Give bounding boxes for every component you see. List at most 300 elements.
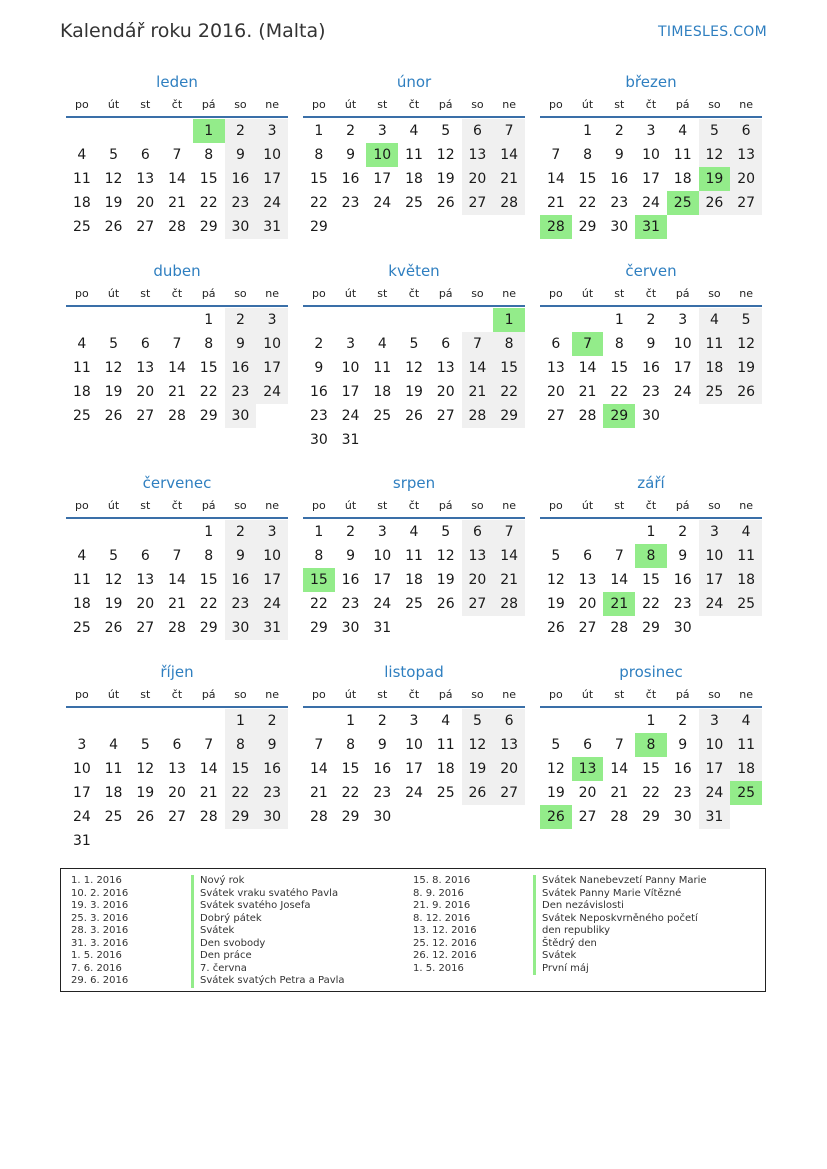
day-cell: 8 (225, 733, 257, 757)
day-cell: 17 (256, 568, 288, 592)
weekday-header (303, 684, 525, 708)
holiday-date: 19. 3. 2016 (71, 900, 129, 911)
day-cell: 28 (493, 191, 525, 215)
day-cell: 9 (377, 737, 387, 753)
day-cell: 31 (256, 215, 288, 239)
holiday-name: Svátek Neposkvrněného početí (533, 913, 698, 926)
day-cell: 18 (72, 596, 91, 612)
day-cell: 20 (136, 384, 155, 400)
day-cell: 20 (436, 384, 455, 400)
day-cell: 4 (77, 548, 87, 564)
day-cell: 10 (673, 336, 692, 352)
weekday-label: čt (408, 98, 420, 111)
day-cell: 19 (546, 785, 565, 801)
day-cell: 26 (136, 809, 155, 825)
weekday-label: so (708, 287, 721, 300)
day-cell: 21 (168, 195, 186, 211)
weekday-label: ne (739, 287, 753, 300)
day-cell: 10 (341, 360, 360, 376)
day-cell: 8 (204, 336, 214, 352)
day-cell: 1 (646, 524, 656, 540)
day-cell: 20 (730, 167, 762, 191)
day-cell: 26 (730, 380, 762, 404)
day-cell: 24 (373, 596, 392, 612)
month-block (540, 660, 762, 872)
day-grid (303, 709, 525, 829)
weekday-label: út (107, 688, 120, 701)
weekday-label: st (377, 688, 388, 701)
day-cell: 5 (109, 548, 119, 564)
day-cell: 1 (204, 312, 214, 328)
day-cell: 14 (462, 356, 494, 380)
day-cell: 1 (204, 524, 214, 540)
day-cell: 8 (614, 336, 624, 352)
day-cell: 27 (168, 809, 186, 825)
weekday-label: st (614, 688, 625, 701)
holiday-day-cell: 8 (635, 544, 667, 568)
day-cell: 17 (72, 785, 91, 801)
day-cell: 14 (610, 761, 629, 777)
day-cell: 9 (314, 360, 324, 376)
day-cell: 22 (610, 384, 629, 400)
day-cell: 24 (256, 592, 288, 616)
day-cell: 29 (642, 809, 660, 825)
day-cell: 10 (405, 737, 423, 753)
day-cell: 12 (136, 761, 155, 777)
day-cell: 5 (441, 524, 451, 540)
weekday-label: st (140, 287, 151, 300)
day-cell: 2 (614, 123, 624, 139)
holiday-list-right (413, 875, 755, 991)
day-cell: 26 (104, 219, 123, 235)
day-cell: 7 (172, 336, 182, 352)
day-cell: 25 (405, 596, 423, 612)
day-cell: 25 (405, 195, 423, 211)
day-grid (66, 520, 288, 640)
day-cell: 5 (551, 548, 561, 564)
day-cell: 14 (309, 761, 328, 777)
weekday-label: pá (438, 688, 453, 701)
day-cell: 6 (493, 709, 525, 733)
day-cell: 25 (699, 380, 731, 404)
day-cell: 16 (256, 757, 288, 781)
day-cell: 22 (199, 596, 218, 612)
day-cell: 13 (136, 360, 155, 376)
empty-cell (193, 709, 225, 733)
month-name: květen (388, 262, 440, 280)
holiday-day-cell: 10 (366, 143, 398, 167)
day-cell: 14 (493, 544, 525, 568)
day-cell: 7 (493, 119, 525, 143)
weekday-label: út (344, 287, 357, 300)
day-cell: 29 (225, 805, 257, 829)
day-cell: 25 (373, 408, 392, 424)
day-cell: 2 (314, 336, 324, 352)
day-cell: 14 (199, 761, 218, 777)
empty-cell (161, 709, 193, 733)
month-block (303, 471, 525, 660)
day-cell: 16 (673, 761, 692, 777)
holiday-name: Svátek vraku svatého Pavla (191, 888, 338, 901)
weekday-label: čt (171, 98, 183, 111)
day-cell: 6 (730, 119, 762, 143)
day-cell: 15 (610, 360, 629, 376)
day-cell: 28 (462, 404, 494, 428)
holiday-date: 1. 5. 2016 (71, 950, 122, 961)
day-cell: 16 (673, 572, 692, 588)
month-name: červen (625, 262, 677, 280)
day-grid (540, 308, 762, 428)
month-name: srpen (392, 474, 436, 492)
empty-cell (129, 308, 161, 332)
day-cell: 20 (493, 757, 525, 781)
day-cell: 30 (673, 809, 692, 825)
empty-cell (98, 308, 130, 332)
holiday-name: 7. června (191, 963, 247, 976)
day-cell: 15 (225, 757, 257, 781)
day-cell: 4 (678, 123, 688, 139)
day-cell: 13 (136, 572, 155, 588)
weekday-label: pá (201, 98, 216, 111)
day-cell: 22 (642, 785, 660, 801)
day-cell: 20 (462, 167, 494, 191)
day-cell: 6 (172, 737, 182, 753)
month-name: duben (153, 262, 201, 280)
empty-cell (66, 119, 98, 143)
day-cell: 3 (699, 520, 731, 544)
day-cell: 6 (462, 119, 494, 143)
weekday-label: út (581, 688, 594, 701)
weekday-header (303, 283, 525, 307)
day-cell: 19 (136, 785, 155, 801)
day-cell: 14 (610, 572, 629, 588)
day-cell: 12 (436, 147, 455, 163)
day-cell: 4 (109, 737, 119, 753)
holiday-day-cell: 31 (635, 215, 667, 239)
day-cell: 2 (256, 709, 288, 733)
day-cell: 9 (614, 147, 624, 163)
day-cell: 29 (309, 620, 328, 636)
day-cell: 10 (72, 761, 91, 777)
day-cell: 11 (104, 761, 123, 777)
day-cell: 23 (225, 592, 257, 616)
day-cell: 3 (409, 713, 419, 729)
day-cell: 31 (72, 833, 91, 849)
day-cell: 29 (199, 408, 218, 424)
empty-cell (161, 520, 193, 544)
day-cell: 15 (199, 360, 218, 376)
weekday-header (66, 495, 288, 519)
day-cell: 30 (673, 620, 692, 636)
day-cell: 20 (136, 195, 155, 211)
weekday-label: ne (739, 688, 753, 701)
weekday-label: po (311, 499, 326, 512)
day-cell: 3 (256, 119, 288, 143)
day-cell: 23 (642, 384, 660, 400)
day-cell: 2 (678, 524, 688, 540)
day-cell: 6 (140, 336, 150, 352)
weekday-label: po (311, 98, 326, 111)
day-cell: 9 (225, 143, 257, 167)
weekday-label: so (708, 688, 721, 701)
month-block (540, 259, 762, 471)
day-cell: 10 (699, 733, 731, 757)
day-cell: 20 (136, 596, 155, 612)
day-cell: 17 (642, 171, 660, 187)
weekday-label: st (140, 688, 151, 701)
weekday-label: ne (739, 98, 753, 111)
day-cell: 14 (546, 171, 565, 187)
day-cell: 4 (409, 524, 419, 540)
holiday-row (71, 925, 413, 938)
day-cell: 22 (309, 195, 328, 211)
day-cell: 19 (104, 195, 123, 211)
weekday-label: út (581, 98, 594, 111)
day-cell: 24 (256, 191, 288, 215)
weekday-label: po (74, 688, 89, 701)
weekday-label: ne (265, 98, 279, 111)
day-cell: 14 (168, 572, 186, 588)
day-cell: 17 (699, 568, 731, 592)
day-cell: 7 (462, 332, 494, 356)
day-cell: 16 (642, 360, 660, 376)
month-name: listopad (384, 663, 444, 681)
day-cell: 23 (309, 408, 328, 424)
day-cell: 13 (730, 143, 762, 167)
day-cell: 5 (109, 147, 119, 163)
site-link[interactable]: TIMESLES.COM (658, 24, 767, 40)
empty-cell (303, 308, 335, 332)
holiday-day-cell: 8 (635, 733, 667, 757)
day-cell: 27 (546, 408, 565, 424)
day-cell: 2 (346, 123, 356, 139)
weekday-label: pá (201, 287, 216, 300)
day-cell: 5 (730, 308, 762, 332)
day-cell: 16 (225, 167, 257, 191)
day-cell: 10 (256, 544, 288, 568)
day-cell: 1 (314, 123, 324, 139)
day-cell: 3 (646, 123, 656, 139)
day-cell: 27 (136, 219, 155, 235)
day-cell: 23 (341, 195, 360, 211)
weekday-label: čt (171, 499, 183, 512)
day-grid (540, 119, 762, 239)
day-grid (66, 119, 288, 239)
weekday-label: ne (739, 499, 753, 512)
day-cell: 1 (314, 524, 324, 540)
day-cell: 12 (462, 733, 494, 757)
day-cell: 13 (462, 544, 494, 568)
day-cell: 9 (678, 737, 688, 753)
weekday-label: ne (502, 98, 516, 111)
day-cell: 5 (699, 119, 731, 143)
day-cell: 29 (199, 219, 218, 235)
weekday-label: čt (645, 98, 657, 111)
day-cell: 6 (441, 336, 451, 352)
month-block (303, 660, 525, 872)
holiday-name: Nový rok (191, 875, 244, 888)
day-cell: 8 (204, 548, 214, 564)
weekday-label: po (74, 98, 89, 111)
weekday-label: ne (265, 688, 279, 701)
holiday-name: Svátek (191, 925, 234, 938)
empty-cell (398, 308, 430, 332)
empty-cell (462, 308, 494, 332)
day-cell: 30 (225, 616, 257, 640)
day-cell: 12 (546, 761, 565, 777)
day-cell: 7 (614, 548, 624, 564)
weekday-label: čt (171, 287, 183, 300)
weekday-label: so (234, 499, 247, 512)
holiday-date: 1. 5. 2016 (413, 962, 464, 974)
day-cell: 22 (642, 596, 660, 612)
day-cell: 8 (314, 548, 324, 564)
day-cell: 15 (341, 761, 360, 777)
day-cell: 7 (314, 737, 324, 753)
holiday-row (413, 875, 755, 888)
day-cell: 22 (309, 596, 328, 612)
day-cell: 1 (225, 709, 257, 733)
day-cell: 23 (673, 596, 692, 612)
day-cell: 26 (405, 408, 423, 424)
day-cell: 1 (346, 713, 356, 729)
holiday-row (413, 913, 755, 926)
day-cell: 27 (462, 191, 494, 215)
holiday-day-cell: 25 (730, 781, 762, 805)
day-cell: 30 (309, 432, 328, 448)
day-cell: 9 (646, 336, 656, 352)
day-cell: 28 (199, 809, 218, 825)
holiday-name: den republiky (533, 925, 610, 938)
holiday-list-left (71, 875, 413, 991)
day-cell: 1 (583, 123, 593, 139)
weekday-label: st (614, 499, 625, 512)
day-cell: 4 (77, 336, 87, 352)
holiday-name: Svátek Nanebevzetí Panny Marie (533, 875, 707, 888)
day-cell: 26 (462, 781, 494, 805)
day-cell: 2 (646, 312, 656, 328)
day-cell: 10 (256, 332, 288, 356)
weekday-label: čt (645, 688, 657, 701)
empty-cell (430, 308, 462, 332)
day-cell: 4 (441, 713, 451, 729)
holiday-day-cell: 28 (540, 215, 572, 239)
empty-cell (572, 308, 604, 332)
weekday-label: čt (408, 499, 420, 512)
day-cell: 21 (199, 785, 218, 801)
empty-cell (603, 520, 635, 544)
weekday-label: st (140, 499, 151, 512)
day-cell: 21 (493, 568, 525, 592)
empty-cell (540, 520, 572, 544)
day-cell: 12 (405, 360, 423, 376)
day-cell: 9 (225, 544, 257, 568)
holiday-date: 25. 3. 2016 (71, 912, 129, 924)
day-cell: 14 (578, 360, 597, 376)
day-cell: 18 (673, 171, 692, 187)
day-cell: 19 (405, 384, 423, 400)
day-cell: 26 (699, 191, 731, 215)
day-cell: 9 (225, 332, 257, 356)
day-cell: 29 (578, 219, 597, 235)
day-cell: 12 (104, 572, 123, 588)
day-cell: 7 (493, 520, 525, 544)
holiday-row (71, 938, 413, 951)
empty-cell (303, 709, 335, 733)
day-cell: 31 (699, 805, 731, 829)
day-cell: 1 (646, 713, 656, 729)
weekday-label: so (471, 287, 484, 300)
day-cell: 19 (436, 171, 455, 187)
empty-cell (98, 520, 130, 544)
month-name: červenec (142, 474, 212, 492)
day-cell: 22 (341, 785, 360, 801)
day-cell: 4 (77, 147, 87, 163)
weekday-label: po (311, 287, 326, 300)
weekday-label: so (471, 98, 484, 111)
day-cell: 6 (140, 147, 150, 163)
holiday-legend (60, 868, 766, 992)
day-cell: 8 (493, 332, 525, 356)
holiday-name: Den nezávislosti (533, 900, 624, 913)
day-cell: 13 (136, 171, 155, 187)
holiday-day-cell: 15 (303, 568, 335, 592)
weekday-label: út (107, 98, 120, 111)
month-block (540, 70, 762, 259)
empty-cell (66, 308, 98, 332)
holiday-date: 7. 6. 2016 (71, 962, 122, 974)
day-cell: 18 (72, 195, 91, 211)
day-cell: 13 (168, 761, 186, 777)
day-cell: 19 (462, 757, 494, 781)
holiday-name: Den práce (191, 950, 252, 963)
day-cell: 2 (225, 520, 257, 544)
weekday-label: ne (502, 287, 516, 300)
weekday-label: ne (265, 287, 279, 300)
holiday-day-cell: 25 (667, 191, 699, 215)
weekday-label: čt (408, 287, 420, 300)
holiday-date: 29. 6. 2016 (71, 975, 129, 986)
empty-cell (603, 709, 635, 733)
holiday-row (413, 888, 755, 901)
holiday-row (71, 900, 413, 913)
day-cell: 3 (346, 336, 356, 352)
holiday-date: 10. 2. 2016 (71, 887, 129, 899)
empty-cell (540, 119, 572, 143)
month-name: březen (625, 73, 677, 91)
weekday-label: čt (408, 688, 420, 701)
day-cell: 20 (462, 568, 494, 592)
day-cell: 9 (256, 733, 288, 757)
day-cell: 7 (172, 147, 182, 163)
day-cell: 11 (72, 360, 91, 376)
day-cell: 22 (225, 781, 257, 805)
month-block (66, 660, 288, 872)
weekday-label: čt (171, 688, 183, 701)
day-cell: 18 (730, 568, 762, 592)
weekday-label: út (107, 499, 120, 512)
month-name: září (637, 474, 665, 492)
day-cell: 28 (309, 809, 328, 825)
month-name: leden (156, 73, 198, 91)
weekday-label: pá (675, 688, 690, 701)
day-cell: 3 (256, 520, 288, 544)
day-cell: 17 (373, 572, 392, 588)
day-cell: 2 (377, 713, 387, 729)
day-cell: 4 (730, 520, 762, 544)
month-block (303, 70, 525, 259)
day-cell: 6 (551, 336, 561, 352)
